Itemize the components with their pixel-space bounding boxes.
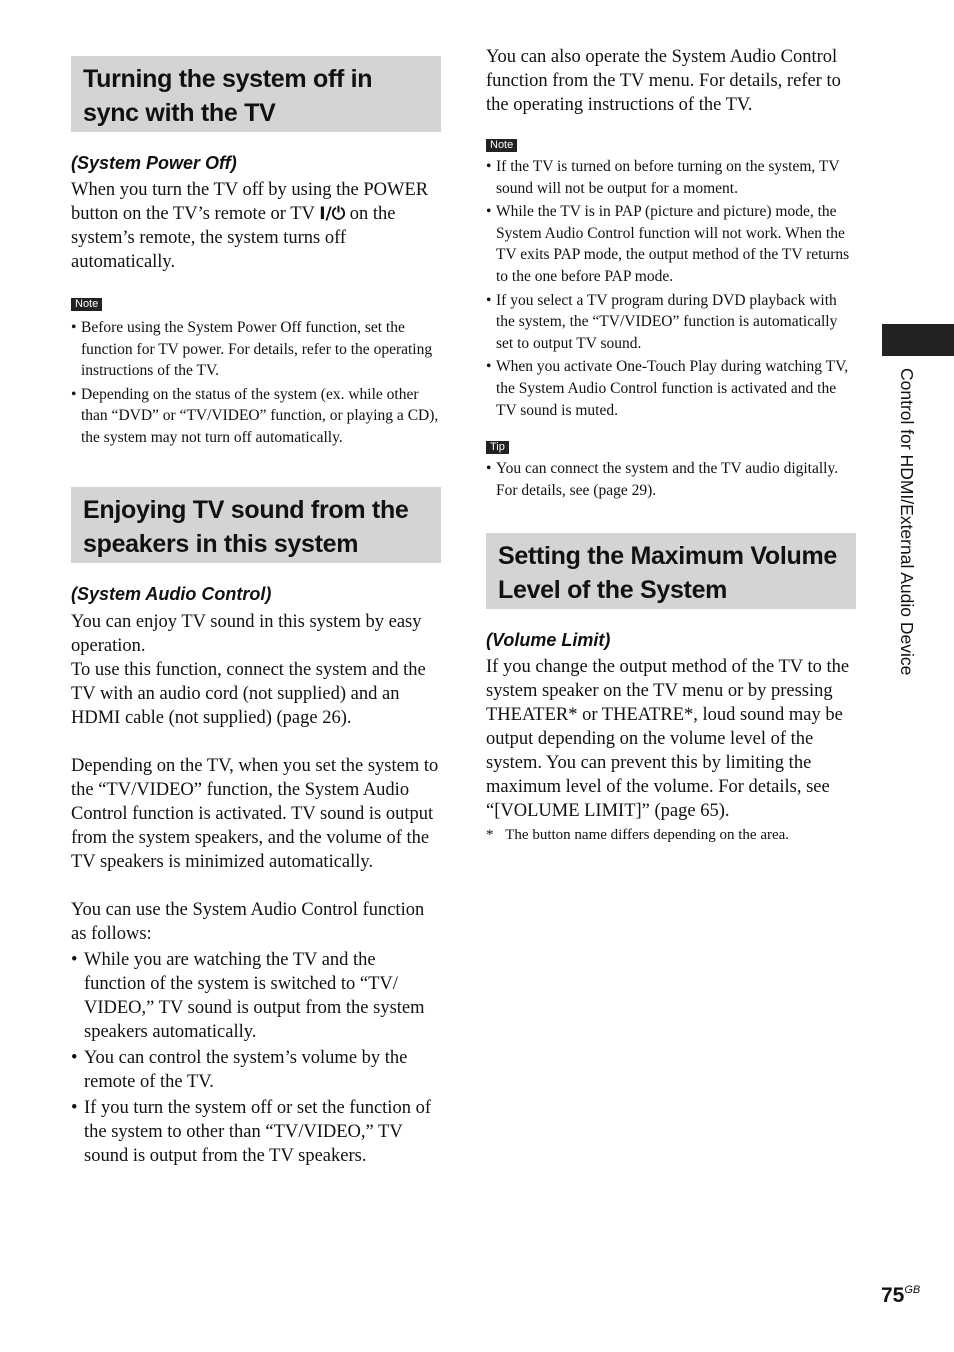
side-tab-label [893,368,917,768]
audio-paragraph-3: Depending on the TV, when you set the system to the “TV/VIDEO” function, the System Audio Control function is activated. TV sound is output from the system speakers, and the volume of the TV speakers is minimized automatically. [71,755,439,872]
intro-paragraph: You can also operate the System Audio Control function from the TV menu. For details, refer to the operating instructions of the TV. [486,47,841,115]
note-label: Note [486,139,517,152]
power-toggle-icon: I/⏻ [319,204,346,224]
note-item: • If the TV is turned on before turning on the system, TV sound will not be output for a moment. [486,156,856,199]
list-item: • While you are watching the TV and the function of the system is switched to “TV/ VIDEO,” TV sound is output from the system speakers automatically. [71,948,441,1044]
section-heading-power-off [83,62,429,130]
audio-paragraph-4: You can use the System Audio Control function as follows: [71,899,425,944]
list-item: • If you turn the system off or set the function of the system to other than “TV/VIDEO,” TV sound is output from the TV speakers. [71,1096,441,1168]
page-number-value: 75 [881,1284,905,1307]
page-number [881,1284,920,1308]
footnote [486,825,856,845]
list-item: • You can control the system’s volume by the remote of the TV. [71,1046,441,1094]
power-off-text-b: on the system’s remote, the system turns off automatically. [71,204,396,272]
note-item: • If you select a TV program during DVD playback with the system, the “TV/VIDEO” function is automatically set to output TV sound. [486,290,856,355]
note-label: Note [71,298,102,311]
tip-label: Tip [486,441,509,454]
subhead-system-audio-control: (System Audio Control) [71,583,272,604]
heading-text: Turning the system off in sync with the TV [83,65,373,127]
section-side-tab [882,324,954,356]
section-heading-audio-control [83,493,429,561]
note-item: • Before using the System Power Off function, set the function for TV power. For details, refer to the operating instructions of the TV. [71,317,441,382]
left-column [71,56,441,1170]
audio-bullet-list [71,948,441,1168]
audio-paragraph-1: You can enjoy TV sound in this system by easy operation. [71,611,422,656]
note-item: • When you activate One-Touch Play during watching TV, the System Audio Control function is activated and the TV sound is muted. [486,356,856,421]
side-tab-text: Control for HDMI/External Audio Device [897,368,917,676]
note-list [71,317,441,449]
footnote-mark: * [486,827,494,844]
note-list [486,156,856,421]
heading-text: Enjoying TV sound from the speakers in this system [83,495,409,558]
subhead-volume-limit: (Volume Limit) [486,630,611,651]
right-column [486,45,856,845]
section-heading-box [71,56,441,132]
volume-limit-paragraph: If you change the output method of the TV to the system speaker on the TV menu or by pressing THEATER* or THEATRE*, loud sound may be output depending on the volume level of the system. You can prevent this by limiting the maximum level of the volume. For details, see “[VOLUME LIMIT]” (page 65). [486,657,850,822]
section-heading-volume-limit [498,539,844,607]
heading-text: Setting the Maximum Volume Level of the System [498,542,838,605]
footnote-text: The button name differs depending on the area. [505,827,790,844]
subhead-system-power-off: (System Power Off) [71,153,237,173]
tip-item: • You can connect the system and the TV audio digitally. For details, see (page 29). [486,458,856,501]
page-number-suffix: GB [904,1284,921,1296]
note-item: • While the TV is in PAP (picture and picture) mode, the System Audio Control function will not work. When the TV exits PAP mode, the output method of the TV returns to the one before PAP mode. [486,201,856,287]
section-heading-box [486,533,856,609]
power-off-text-a: When you turn the TV off by using the POWER button on the TV’s remote or TV [71,180,429,224]
audio-paragraph-2: To use this function, connect the system and the TV with an audio cord (not supplied) and an HDMI cable (not supplied) (page 26). [71,659,426,728]
section-heading-box [71,487,441,563]
tip-list [486,458,856,501]
power-off-paragraph [71,178,441,274]
note-item: • Depending on the status of the system (ex. while other than “DVD” or “TV/VIDEO” function, or playing a CD), the system may not turn off automatically. [71,384,441,449]
